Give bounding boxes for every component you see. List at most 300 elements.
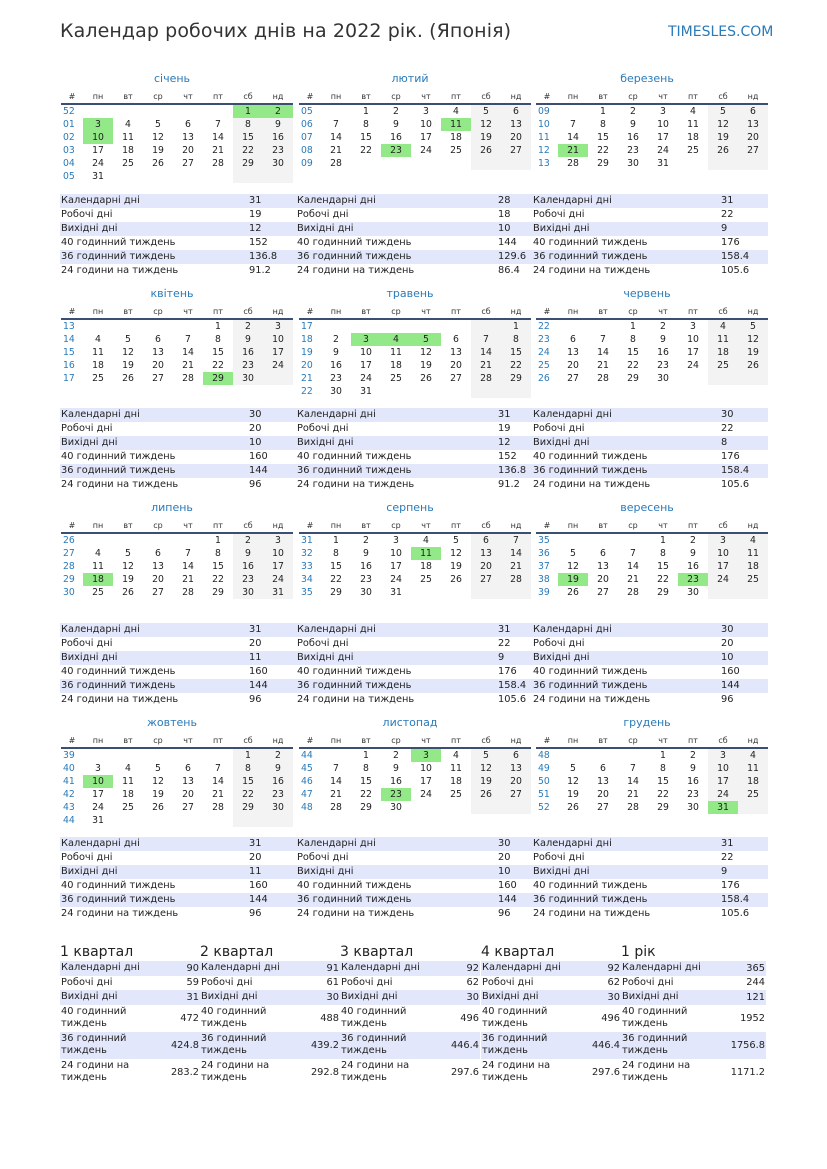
- weekday-header: сб: [233, 519, 263, 534]
- day-cell: 4: [125, 763, 131, 774]
- week-number: 47: [301, 789, 313, 800]
- day-cell: 21: [182, 574, 194, 585]
- weekday-header: вт: [351, 90, 381, 105]
- quarter-value: 92: [607, 962, 620, 974]
- stats-label: Календарні дні: [61, 624, 140, 635]
- stats-label: Вихідні дні: [533, 652, 590, 663]
- brand-link[interactable]: TIMESLES.COM: [668, 24, 774, 40]
- stats-value: 19: [249, 209, 262, 220]
- day-cell: 19: [471, 775, 501, 788]
- day-cell: 13: [450, 347, 462, 358]
- stats-row: [60, 679, 296, 693]
- stats-row: [296, 208, 532, 222]
- weekday-header: нд: [501, 90, 531, 105]
- day-cell: 28: [330, 158, 342, 169]
- day-cell: [411, 385, 441, 398]
- stats-value: 10: [249, 437, 262, 448]
- day-cell: 13: [152, 561, 164, 572]
- stats-value: 144: [249, 894, 268, 905]
- stats-label: Вихідні дні: [297, 437, 354, 448]
- day-cell: 20: [182, 789, 194, 800]
- day-cell: 8: [600, 119, 606, 130]
- day-cell: 25: [450, 789, 462, 800]
- day-cell: [173, 170, 203, 183]
- month-name: серпень: [386, 501, 434, 514]
- quarter-value: 446.4: [450, 1039, 479, 1051]
- weekday-header: сб: [708, 305, 738, 320]
- day-cell: 2: [393, 106, 399, 117]
- stats-label: Календарні дні: [61, 195, 140, 206]
- day-cell: [113, 170, 143, 183]
- stats-label: Робочі дні: [297, 209, 349, 220]
- week-number: 34: [301, 574, 313, 585]
- stats-value: 136.8: [249, 251, 278, 262]
- day-cell: 21: [182, 360, 194, 371]
- stats-label: 24 години на тиждень: [61, 265, 179, 276]
- day-cell: [618, 749, 648, 762]
- stats-value: 152: [249, 237, 268, 248]
- quarter-value: 365: [746, 962, 765, 974]
- weekday-header: чт: [173, 90, 203, 105]
- day-cell: 4: [738, 749, 768, 762]
- day-cell: 4: [453, 750, 459, 761]
- quarter-label: Вихідні дні: [61, 991, 118, 1003]
- stats-row: [532, 907, 768, 921]
- weekday-header: сб: [708, 519, 738, 534]
- day-cell: 6: [570, 334, 576, 345]
- day-cell: 18: [122, 145, 134, 156]
- day-cell: 25: [390, 373, 402, 384]
- quarter-value: 30: [326, 991, 339, 1003]
- stats-value: 9: [498, 652, 505, 663]
- week-number: 16: [63, 360, 75, 371]
- day-cell: [471, 157, 501, 170]
- month-stats: [532, 408, 768, 492]
- day-cell: 10: [420, 119, 432, 130]
- weekday-header: сб: [471, 734, 501, 749]
- day-cell: [83, 105, 113, 118]
- stats-label: 40 годинний тиждень: [61, 451, 176, 462]
- quarter-row: [60, 976, 200, 991]
- quarter-row: [200, 961, 340, 976]
- day-cell: 3: [660, 106, 666, 117]
- day-cell: 15: [597, 132, 609, 143]
- stats-value: 12: [498, 437, 511, 448]
- day-cell: [233, 170, 263, 183]
- stats-row: [60, 408, 296, 422]
- day-cell: 24: [708, 788, 738, 801]
- day-cell: [233, 814, 263, 827]
- weekday-header: вт: [351, 305, 381, 320]
- stats-row: [296, 436, 532, 450]
- quarter-row: [481, 961, 621, 976]
- week-number: 46: [301, 776, 313, 787]
- quarter-value: 1171.2: [730, 1066, 765, 1078]
- day-cell: 9: [393, 763, 399, 774]
- day-cell: 9: [333, 347, 339, 358]
- stats-label: Календарні дні: [297, 624, 376, 635]
- week-number: 14: [63, 334, 75, 345]
- day-cell: 14: [627, 561, 639, 572]
- day-cell: 15: [360, 776, 372, 787]
- stats-row: [532, 422, 768, 436]
- day-cell: 18: [390, 360, 402, 371]
- day-cell: [501, 801, 531, 814]
- day-cell: 19: [152, 145, 164, 156]
- stats-value: 20: [721, 638, 734, 649]
- day-cell: 19: [420, 360, 432, 371]
- day-cell: 22: [212, 574, 224, 585]
- day-cell: 8: [630, 334, 636, 345]
- week-number: 05: [63, 171, 75, 182]
- day-cell: 23: [657, 360, 669, 371]
- weekday-header: ср: [381, 734, 411, 749]
- day-cell: 8: [660, 763, 666, 774]
- day-cell: 30: [263, 801, 293, 814]
- weekday-header: пт: [441, 305, 471, 320]
- day-cell: 20: [501, 775, 531, 788]
- stats-label: Робочі дні: [297, 423, 349, 434]
- stats-value: 9: [721, 223, 728, 234]
- quarter-label: Робочі дні: [622, 976, 674, 988]
- stats-row: [60, 236, 296, 250]
- day-cell: [113, 320, 143, 333]
- quarter-label: Вихідні дні: [201, 991, 258, 1003]
- quarter-label: 36 годинний тиждень: [482, 1033, 548, 1056]
- stats-value: 105.6: [721, 908, 750, 919]
- quarter-row: [60, 961, 200, 976]
- week-number: 07: [301, 132, 313, 143]
- stats-value: 10: [498, 866, 511, 877]
- day-cell: 6: [185, 763, 191, 774]
- quarter-row: [200, 1005, 340, 1032]
- day-cell: 4: [453, 106, 459, 117]
- day-cell: 31: [708, 801, 738, 814]
- month-stats: [60, 194, 296, 278]
- day-cell: 12: [567, 776, 579, 787]
- month-name: березень: [620, 72, 674, 85]
- quarter-label: Робочі дні: [341, 976, 393, 988]
- day-cell: 3: [263, 320, 293, 333]
- day-cell: 24: [360, 373, 372, 384]
- day-cell: [708, 372, 738, 385]
- week-number: 43: [63, 802, 75, 813]
- stats-value: 91.2: [249, 265, 271, 276]
- day-cell: 26: [567, 802, 579, 813]
- stats-row: [60, 450, 296, 464]
- quarter-row: [340, 1059, 480, 1086]
- day-cell: 9: [263, 762, 293, 775]
- quarter-value: 488: [320, 1012, 339, 1024]
- quarter-row: [481, 1032, 621, 1059]
- weekday-header: #: [61, 734, 83, 749]
- day-cell: [471, 385, 501, 398]
- day-cell: [263, 372, 293, 385]
- stats-row: [532, 865, 768, 879]
- day-cell: 7: [570, 119, 576, 130]
- day-cell: 11: [390, 347, 402, 358]
- month-grid: [536, 734, 758, 814]
- quarter-label: 24 години на тиждень: [482, 1060, 551, 1083]
- quarter-row: [200, 990, 340, 1005]
- stats-value: 11: [249, 652, 262, 663]
- day-cell: 15: [657, 561, 669, 572]
- quarter-label: 40 годинний тиждень: [622, 1006, 688, 1029]
- stats-row: [296, 222, 532, 236]
- stats-row: [296, 837, 532, 851]
- day-cell: 19: [450, 561, 462, 572]
- stats-row: [60, 907, 296, 921]
- weekday-header: пн: [558, 734, 588, 749]
- quarter-row: [340, 976, 480, 991]
- day-cell: 23: [687, 789, 699, 800]
- weekday-header: сб: [233, 305, 263, 320]
- day-cell: [411, 586, 441, 599]
- day-cell: [113, 749, 143, 762]
- weekday-header: чт: [411, 519, 441, 534]
- month-grid: [299, 734, 521, 814]
- day-cell: [351, 320, 381, 333]
- day-cell: 24: [420, 789, 432, 800]
- day-cell: 11: [708, 333, 738, 346]
- day-cell: [441, 801, 471, 814]
- stats-value: 11: [249, 866, 262, 877]
- quarter-label: 40 годинний тиждень: [341, 1006, 407, 1029]
- day-cell: 31: [360, 386, 372, 397]
- weekday-header: вт: [113, 734, 143, 749]
- stats-value: 10: [498, 223, 511, 234]
- day-cell: 25: [122, 802, 134, 813]
- day-cell: [708, 157, 738, 170]
- stats-row: [60, 623, 296, 637]
- day-cell: 10: [708, 547, 738, 560]
- day-cell: [441, 385, 471, 398]
- day-cell: 29: [330, 587, 342, 598]
- week-number: 27: [63, 548, 75, 559]
- day-cell: 7: [630, 548, 636, 559]
- day-cell: 29: [233, 801, 263, 814]
- quarter-row: [340, 990, 480, 1005]
- stats-label: 36 годинний тиждень: [533, 465, 648, 476]
- day-cell: 5: [471, 749, 501, 762]
- stats-value: 105.6: [498, 694, 527, 705]
- stats-label: Робочі дні: [533, 638, 585, 649]
- day-cell: [678, 157, 708, 170]
- day-cell: 2: [233, 534, 263, 547]
- stats-label: 24 години на тиждень: [61, 908, 179, 919]
- day-cell: 17: [657, 132, 669, 143]
- day-cell: 2: [263, 105, 293, 118]
- month-name: листопад: [382, 716, 438, 729]
- stats-label: Робочі дні: [533, 423, 585, 434]
- weekday-header: сб: [471, 90, 501, 105]
- day-cell: 9: [263, 118, 293, 131]
- day-cell: [558, 320, 588, 333]
- week-number: 44: [63, 815, 75, 826]
- weekday-header: #: [299, 734, 321, 749]
- stats-label: 24 години на тиждень: [297, 479, 415, 490]
- day-cell: 25: [92, 587, 104, 598]
- quarter-label: 36 годинний тиждень: [622, 1033, 688, 1056]
- quarter-label: Робочі дні: [482, 976, 534, 988]
- stats-value: 30: [249, 409, 262, 420]
- day-cell: 23: [233, 573, 263, 586]
- stats-value: 144: [721, 680, 740, 691]
- stats-label: Робочі дні: [61, 423, 113, 434]
- stats-row: [60, 436, 296, 450]
- day-cell: 15: [330, 561, 342, 572]
- day-cell: [411, 320, 441, 333]
- day-cell: 16: [233, 346, 263, 359]
- day-cell: 29: [657, 802, 669, 813]
- day-cell: 22: [597, 145, 609, 156]
- day-cell: 30: [657, 373, 669, 384]
- day-cell: 6: [155, 548, 161, 559]
- day-cell: 2: [233, 320, 263, 333]
- quarter-label: 36 годинний тиждень: [201, 1033, 267, 1056]
- stats-value: 176: [498, 666, 517, 677]
- day-cell: 13: [182, 776, 194, 787]
- day-cell: 30: [390, 802, 402, 813]
- stats-value: 105.6: [721, 479, 750, 490]
- stats-row: [532, 194, 768, 208]
- weekday-header: пн: [83, 734, 113, 749]
- stats-label: Робочі дні: [61, 638, 113, 649]
- day-cell: 17: [92, 145, 104, 156]
- weekday-header: чт: [411, 305, 441, 320]
- week-number: 10: [538, 119, 550, 130]
- week-number: 29: [63, 574, 75, 585]
- day-cell: 26: [471, 788, 501, 801]
- day-cell: 20: [152, 574, 164, 585]
- weekday-header: #: [299, 90, 321, 105]
- day-cell: 13: [501, 762, 531, 775]
- day-cell: 9: [363, 548, 369, 559]
- stats-value: 22: [498, 638, 511, 649]
- day-cell: 17: [263, 560, 293, 573]
- week-number: 50: [538, 776, 550, 787]
- day-cell: 8: [333, 548, 339, 559]
- day-cell: 26: [152, 158, 164, 169]
- stats-row: [532, 450, 768, 464]
- day-cell: [411, 157, 441, 170]
- weekday-header: ср: [381, 519, 411, 534]
- day-cell: [173, 105, 203, 118]
- weekday-header: сб: [471, 519, 501, 534]
- month-stats: [296, 837, 532, 921]
- quarter-value: 90: [186, 962, 199, 974]
- day-cell: 22: [233, 144, 263, 157]
- day-cell: 23: [627, 145, 639, 156]
- day-cell: 12: [738, 333, 768, 346]
- day-cell: 21: [501, 560, 531, 573]
- month-name: квітень: [150, 287, 194, 300]
- day-cell: 28: [182, 373, 194, 384]
- day-cell: 9: [393, 119, 399, 130]
- day-cell: 27: [182, 802, 194, 813]
- quarter-row: [200, 1032, 340, 1059]
- day-cell: 18: [708, 346, 738, 359]
- day-cell: 20: [567, 360, 579, 371]
- quarter-value: 1952: [740, 1012, 765, 1024]
- day-cell: 8: [501, 333, 531, 346]
- weekday-header: ср: [143, 90, 173, 105]
- day-cell: [738, 157, 768, 170]
- stats-value: 28: [498, 195, 511, 206]
- day-cell: [441, 586, 471, 599]
- quarter-value: 297.6: [450, 1066, 479, 1078]
- day-cell: [143, 814, 173, 827]
- day-cell: [588, 534, 618, 547]
- day-cell: [501, 157, 531, 170]
- week-number: 45: [301, 763, 313, 774]
- day-cell: 11: [92, 561, 104, 572]
- stats-row: [296, 464, 532, 478]
- stats-row: [296, 478, 532, 492]
- weekday-header: ср: [618, 90, 648, 105]
- day-cell: 5: [471, 105, 501, 118]
- stats-label: 24 години на тиждень: [297, 265, 415, 276]
- stats-value: 22: [721, 852, 734, 863]
- day-cell: [471, 801, 501, 814]
- stats-label: Календарні дні: [297, 838, 376, 849]
- stats-value: 18: [498, 209, 511, 220]
- quarter-title: 3 квартал: [340, 944, 414, 960]
- day-cell: 26: [122, 373, 134, 384]
- stats-label: Вихідні дні: [533, 223, 590, 234]
- stats-value: 144: [498, 237, 517, 248]
- day-cell: 18: [687, 132, 699, 143]
- week-number: 22: [301, 386, 313, 397]
- day-cell: 21: [212, 789, 224, 800]
- stats-value: 22: [721, 209, 734, 220]
- day-cell: 12: [420, 347, 432, 358]
- month-2: [299, 72, 521, 170]
- day-cell: 11: [738, 762, 768, 775]
- day-cell: [501, 385, 531, 398]
- week-number: 44: [301, 750, 313, 761]
- quarter-row: [200, 976, 340, 991]
- weekday-header: пн: [321, 90, 351, 105]
- day-cell: [83, 320, 113, 333]
- day-cell: 5: [411, 333, 441, 346]
- stats-value: 31: [721, 195, 734, 206]
- day-cell: 28: [330, 802, 342, 813]
- day-cell: 10: [83, 131, 113, 144]
- day-cell: 1: [233, 749, 263, 762]
- stats-row: [296, 651, 532, 665]
- weekday-header: ср: [618, 734, 648, 749]
- day-cell: 23: [330, 373, 342, 384]
- stats-row: [60, 478, 296, 492]
- day-cell: 12: [122, 561, 134, 572]
- day-cell: 29: [360, 802, 372, 813]
- day-cell: 1: [363, 106, 369, 117]
- stats-row: [296, 264, 532, 278]
- stats-row: [532, 893, 768, 907]
- weekday-header: чт: [173, 734, 203, 749]
- day-cell: 14: [567, 132, 579, 143]
- day-cell: 29: [212, 587, 224, 598]
- day-cell: 27: [152, 373, 164, 384]
- month-grid: [61, 90, 283, 183]
- day-cell: 13: [567, 347, 579, 358]
- quarter-value: 283.2: [170, 1066, 199, 1078]
- week-number: 28: [63, 561, 75, 572]
- stats-label: 24 години на тиждень: [533, 479, 651, 490]
- day-cell: 28: [182, 587, 194, 598]
- day-cell: 6: [155, 334, 161, 345]
